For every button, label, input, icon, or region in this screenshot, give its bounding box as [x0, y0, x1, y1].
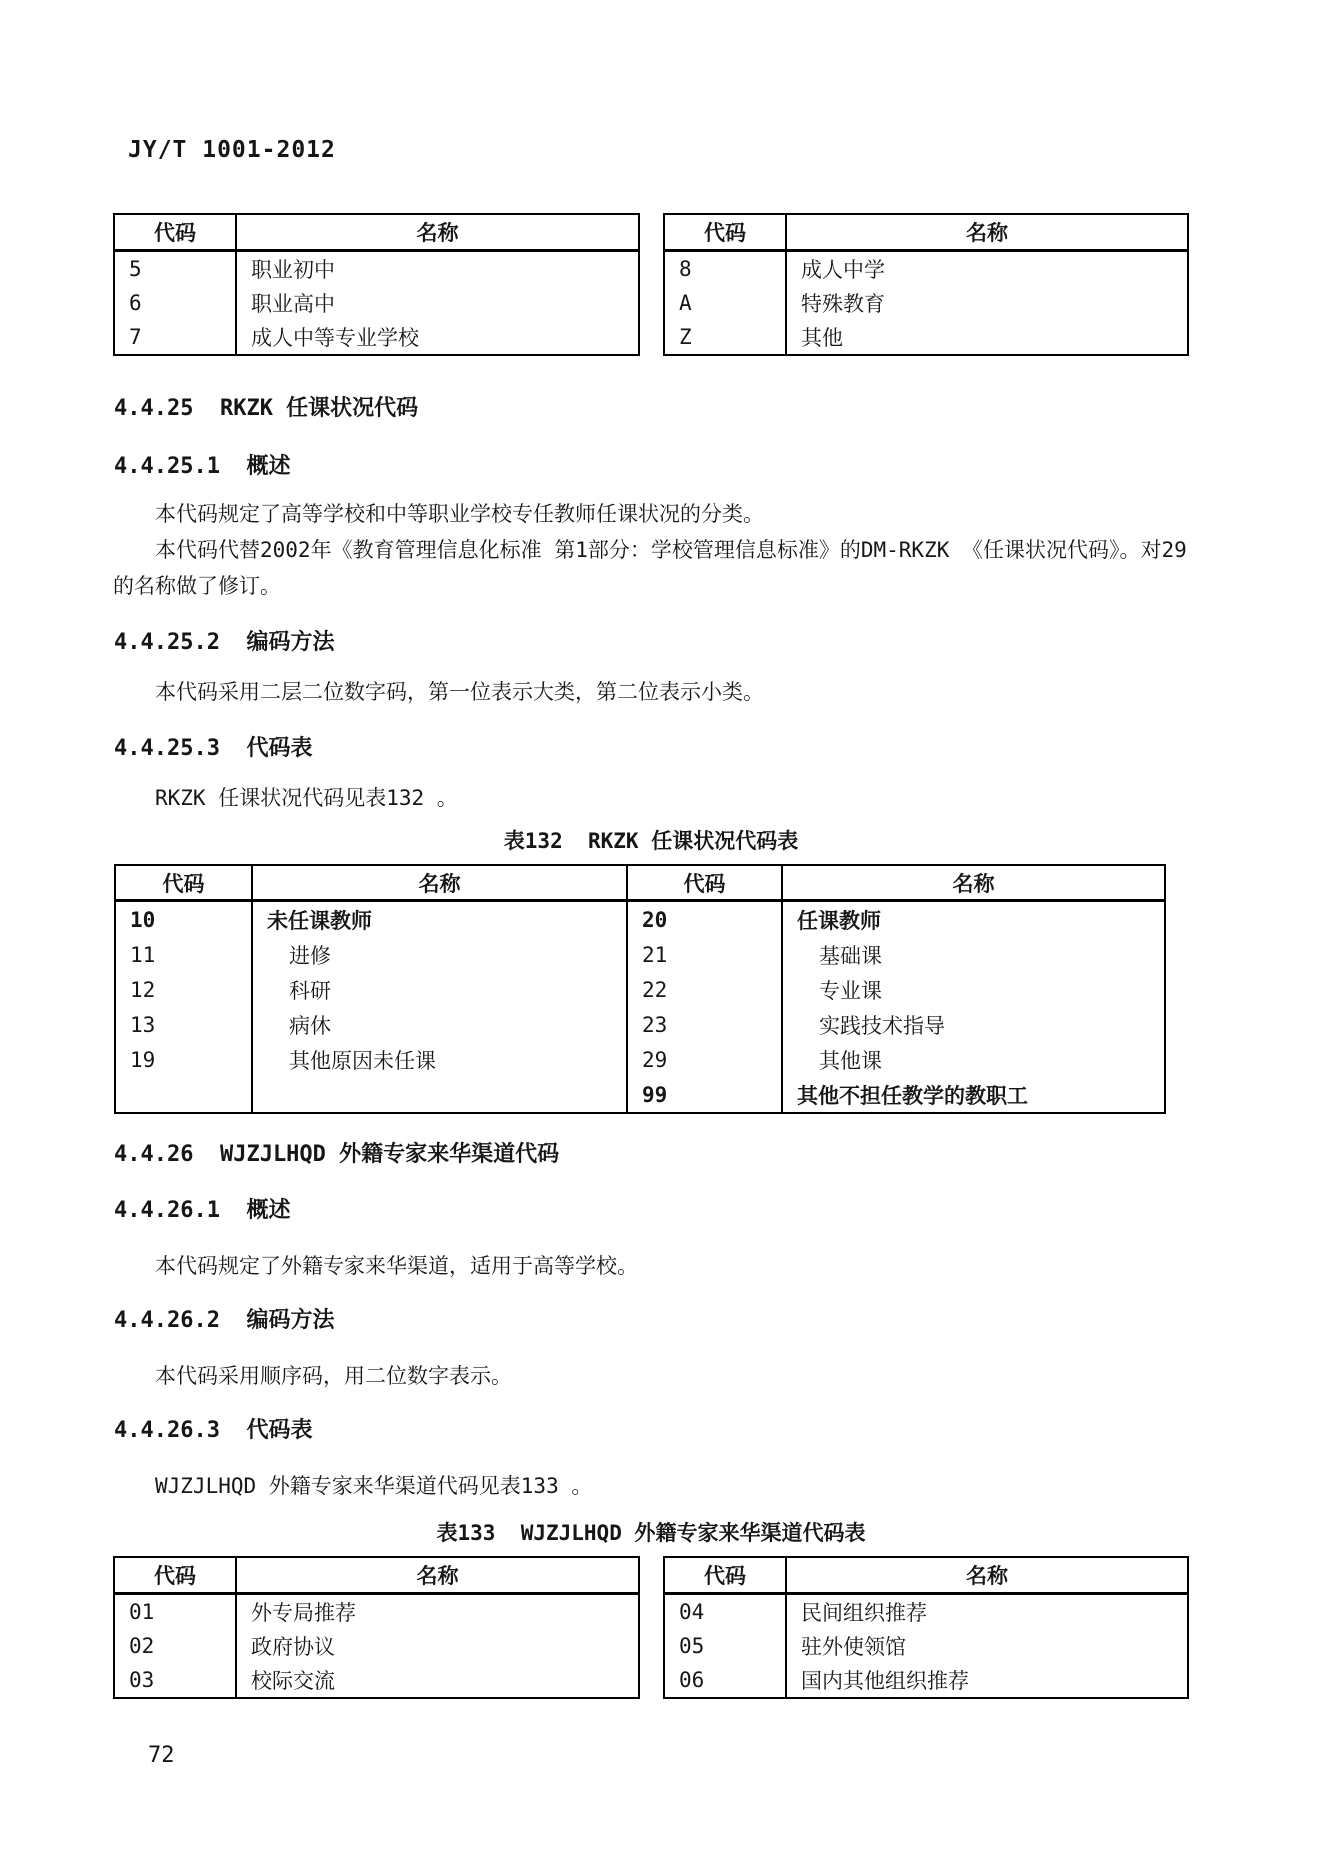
name-cell: 其他: [786, 320, 1188, 355]
section-4-4-26-heading: 4.4.26 WJZJLHQD 外籍专家来华渠道代码: [114, 1142, 560, 1167]
table-header-row: [114, 1557, 639, 1594]
name-cell: 成人中等专业学校: [236, 320, 639, 355]
name-cell: 国内其他组织推荐: [786, 1663, 1188, 1698]
table-row: [664, 320, 1188, 355]
name-cell: 政府协议: [236, 1629, 639, 1663]
page-number: 72: [148, 1743, 175, 1768]
table-row: [664, 1629, 1188, 1663]
code-cell: 19: [115, 1042, 252, 1077]
doc-code: JY/T 1001-2012: [128, 137, 336, 163]
name-cell: 实践技术指导: [782, 1007, 1165, 1042]
name-cell: 职业初中: [236, 251, 639, 287]
column-header-code: 代码: [114, 214, 236, 251]
column-header-name: 名称: [236, 1557, 639, 1594]
continuation-tables: [113, 213, 1189, 356]
table-132: [114, 864, 1166, 1114]
overview-paragraph: 本代码规定了外籍专家来华渠道，适用于高等学校。: [155, 1254, 638, 1278]
code-cell: 7: [114, 320, 236, 355]
column-header-code: 代码: [627, 865, 782, 901]
table-row: [664, 1594, 1188, 1630]
column-header-name: 名称: [786, 214, 1188, 251]
codetable-reference-paragraph: RKZK 任课状况代码见表132 。: [155, 786, 458, 810]
name-cell: 专业课: [782, 972, 1165, 1007]
code-cell: 10: [115, 901, 252, 938]
section-4-4-25-2-heading: 4.4.25.2 编码方法: [114, 630, 335, 655]
section-4-4-26-3-heading: 4.4.26.3 代码表: [114, 1418, 313, 1443]
code-cell: 6: [114, 286, 236, 320]
overview-paragraph: 本代码规定了高等学校和中等职业学校专任教师任课状况的分类。: [155, 502, 764, 526]
name-cell: 任课教师: [782, 901, 1165, 938]
code-cell: Z: [664, 320, 786, 355]
code-cell: 04: [664, 1594, 786, 1630]
continuation-table-left: [113, 213, 640, 356]
name-cell: [252, 1077, 627, 1113]
name-cell: 其他课: [782, 1042, 1165, 1077]
name-cell: 其他不担任教学的教职工: [782, 1077, 1165, 1113]
table-row: [114, 1663, 639, 1698]
coding-method-paragraph: 本代码采用二层二位数字码，第一位表示大类，第二位表示小类。: [155, 680, 764, 704]
table-row: [115, 1007, 1165, 1042]
column-header-code: 代码: [664, 1557, 786, 1594]
code-cell: 99: [627, 1077, 782, 1113]
table-row: [664, 286, 1188, 320]
code-cell: 22: [627, 972, 782, 1007]
table-row: [114, 286, 639, 320]
code-cell: 5: [114, 251, 236, 287]
column-header-name: 名称: [782, 865, 1165, 901]
coding-method-paragraph: 本代码采用顺序码，用二位数字表示。: [155, 1364, 512, 1388]
section-4-4-25-1-heading: 4.4.25.1 概述: [114, 454, 291, 479]
table-133-caption: 表133 WJZJLHQD 外籍专家来华渠道代码表: [436, 1521, 866, 1545]
table-row: [664, 251, 1188, 287]
column-header-name: 名称: [786, 1557, 1188, 1594]
code-cell: 20: [627, 901, 782, 938]
table-row: [115, 937, 1165, 972]
code-cell: 11: [115, 937, 252, 972]
table-row: [115, 1042, 1165, 1077]
section-4-4-25-heading: 4.4.25 RKZK 任课状况代码: [114, 396, 419, 421]
name-cell: 病休: [252, 1007, 627, 1042]
column-header-code: 代码: [114, 1557, 236, 1594]
codetable-reference-paragraph: WJZJLHQD 外籍专家来华渠道代码见表133 。: [155, 1474, 593, 1498]
name-cell: 职业高中: [236, 286, 639, 320]
table-133-left: [113, 1556, 640, 1699]
name-cell: 未任课教师: [252, 901, 627, 938]
table-133: [113, 1556, 1189, 1699]
code-cell: 8: [664, 251, 786, 287]
code-cell: 01: [114, 1594, 236, 1630]
code-cell: A: [664, 286, 786, 320]
name-cell: 进修: [252, 937, 627, 972]
code-cell: 13: [115, 1007, 252, 1042]
code-cell: 06: [664, 1663, 786, 1698]
section-4-4-26-2-heading: 4.4.26.2 编码方法: [114, 1308, 335, 1333]
table-header-row: [664, 214, 1188, 251]
section-4-4-25-3-heading: 4.4.25.3 代码表: [114, 736, 313, 761]
table-133-right: [663, 1556, 1189, 1699]
continuation-table-right: [663, 213, 1189, 356]
name-cell: 成人中学: [786, 251, 1188, 287]
code-cell: 02: [114, 1629, 236, 1663]
name-cell: 驻外使领馆: [786, 1629, 1188, 1663]
table-row: [115, 972, 1165, 1007]
column-header-name: 名称: [236, 214, 639, 251]
code-cell: 23: [627, 1007, 782, 1042]
table-header-row: [664, 1557, 1188, 1594]
table-row: [114, 1629, 639, 1663]
replacement-note-paragraph: 本代码代替2002年《教育管理信息化标准 第1部分：学校管理信息标准》的DM-RKZK 《任课状况代码》。对29的名称做了修订。: [113, 538, 1187, 598]
table-header-row: [114, 214, 639, 251]
name-cell: 科研: [252, 972, 627, 1007]
code-cell: 21: [627, 937, 782, 972]
code-cell: 12: [115, 972, 252, 1007]
table-header-row: [115, 865, 1165, 901]
section-4-4-26-1-heading: 4.4.26.1 概述: [114, 1198, 291, 1223]
table-row: [114, 1594, 639, 1630]
table-row: [114, 320, 639, 355]
column-header-name: 名称: [252, 865, 627, 901]
name-cell: 其他原因未任课: [252, 1042, 627, 1077]
code-cell: 03: [114, 1663, 236, 1698]
table-row: [115, 901, 1165, 938]
code-cell: 05: [664, 1629, 786, 1663]
table-row: [114, 251, 639, 287]
table-row: [664, 1663, 1188, 1698]
table-row: [115, 1077, 1165, 1113]
code-cell: 29: [627, 1042, 782, 1077]
name-cell: 特殊教育: [786, 286, 1188, 320]
column-header-code: 代码: [115, 865, 252, 901]
code-cell: [115, 1077, 252, 1113]
table-132-caption: 表132 RKZK 任课状况代码表: [503, 829, 799, 853]
name-cell: 校际交流: [236, 1663, 639, 1698]
name-cell: 基础课: [782, 937, 1165, 972]
column-header-code: 代码: [664, 214, 786, 251]
name-cell: 民间组织推荐: [786, 1594, 1188, 1630]
name-cell: 外专局推荐: [236, 1594, 639, 1630]
